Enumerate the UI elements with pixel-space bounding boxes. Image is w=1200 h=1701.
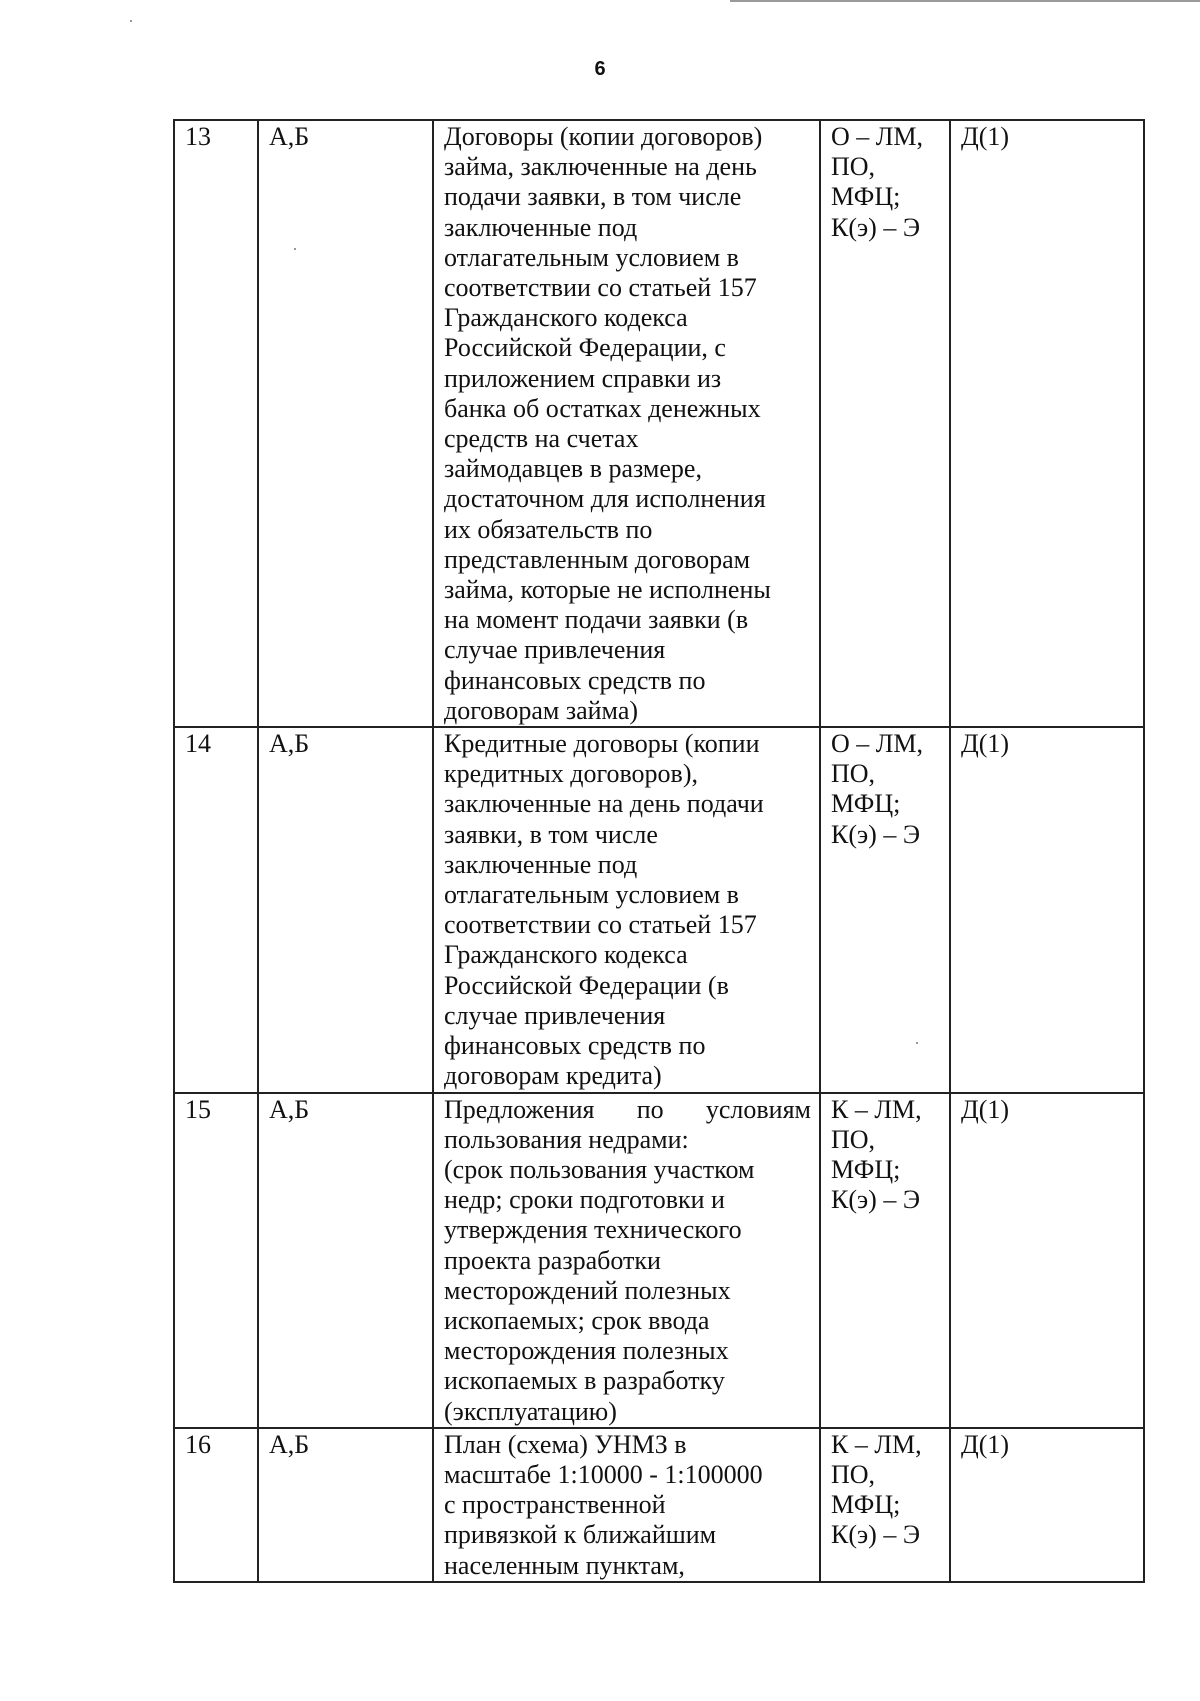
description-word: по	[636, 1094, 664, 1124]
table-row	[174, 1428, 1144, 1582]
row-number: 14	[174, 727, 258, 1092]
row-note: Д(1)	[950, 120, 1144, 727]
row-description: Кредитные договоры (копии кредитных договоров), заключенные на день подачи заявки, в том числе заключенные под отлагательным условием в соответствии со статьей 157 Гражданского кодекса Российской Федерации (в случае привлечения финансовых средств по договорам кредита)	[433, 727, 820, 1092]
row-note: Д(1)	[950, 1428, 1144, 1582]
row-description: пользования недрами: (срок пользования участком недр; сроки подготовки и утверждения технического проекта разработки месторождений полезных ископаемых; срок ввода месторождения полезных ископаемых в разработку (эксплуатацию)	[444, 1124, 755, 1426]
description-word: Предложения	[444, 1094, 595, 1124]
row-form: К – ЛМ, ПО, МФЦ; К(э) – Э	[820, 1428, 950, 1582]
row-note: Д(1)	[950, 1093, 1144, 1428]
table-row	[174, 1093, 1144, 1428]
row-note: Д(1)	[950, 727, 1144, 1092]
page-number: 6	[594, 58, 606, 80]
table-row	[174, 120, 1144, 727]
scan-edge-line	[730, 0, 1200, 2]
description-word: условиям	[705, 1094, 811, 1124]
row-form: О – ЛМ, ПО, МФЦ; К(э) – Э	[820, 120, 950, 727]
row-category: А,Б	[258, 1093, 433, 1428]
row-description-cell	[433, 1093, 820, 1428]
row-category: А,Б	[258, 1428, 433, 1582]
row-description: План (схема) УНМЗ в масштабе 1:10000 - 1:100000 с пространственной привязкой к ближайшим населенным пунктам,	[433, 1428, 820, 1582]
row-number: 16	[174, 1428, 258, 1582]
row-form: К – ЛМ, ПО, МФЦ; К(э) – Э	[820, 1093, 950, 1428]
row-category: А,Б	[258, 727, 433, 1092]
row-description: Договоры (копии договоров) займа, заключенные на день подачи заявки, в том числе заключенные под отлагательным условием в соответствии со статьей 157 Гражданского кодекса Российской Федерации, с приложением справки из банка об остатках денежных средств на счетах займодавцев в размере, достаточном для исполнения их обязательств по представленным договорам займа, которые не исполнены на момент подачи заявки (в случае привлечения финансовых средств по договорам займа)	[433, 120, 820, 727]
row-number: 15	[174, 1093, 258, 1428]
row-category: А,Б	[258, 120, 433, 727]
row-number: 13	[174, 120, 258, 727]
row-description-first-line	[444, 1095, 811, 1125]
table-row	[174, 727, 1144, 1092]
row-form: О – ЛМ, ПО, МФЦ; К(э) – Э	[820, 727, 950, 1092]
scan-speck	[130, 20, 132, 22]
documents-table	[173, 119, 1145, 1583]
